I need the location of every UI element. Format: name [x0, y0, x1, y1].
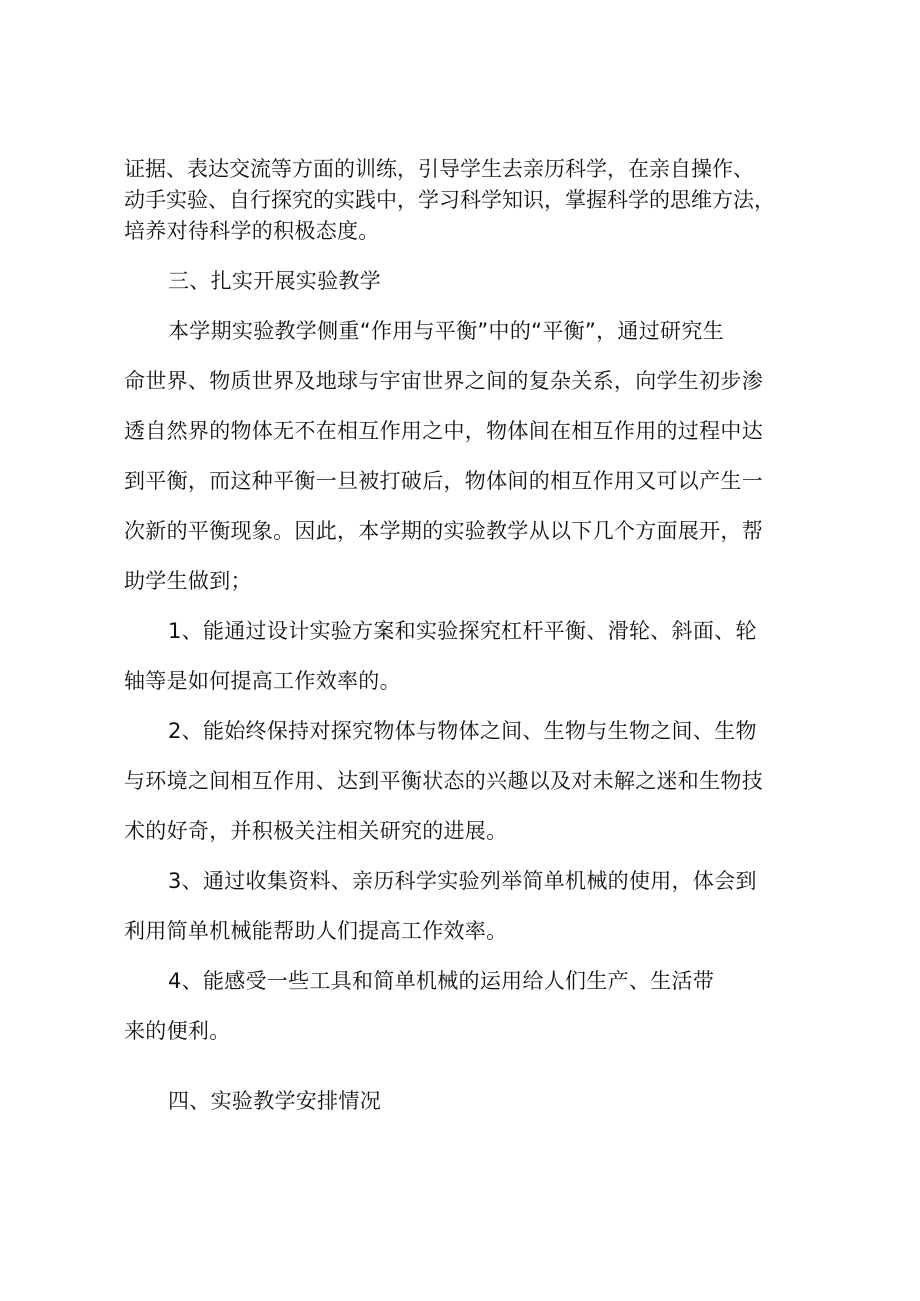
section-3-paragraph-line-4: 到平衡，而这种平衡一旦被打破后，物体间的相互作用又可以产生一 [124, 469, 763, 493]
intro-paragraph-line-3: 培养对待科学的积极态度。 [124, 219, 380, 243]
section-3-paragraph-line-5: 次新的平衡现象。因此，本学期的实验教学从以下几个方面展开，帮 [124, 519, 763, 543]
list-item-4-line-2: 来的便利。 [124, 1019, 231, 1043]
list-item-2-line-1: 2、能始终保持对探究物体与物体之间、生物与生物之间、生物 [168, 719, 757, 743]
list-item-1-line-1: 1、能通过设计实验方案和实验探究杠杆平衡、滑轮、斜面、轮 [168, 619, 757, 643]
intro-paragraph-line-2: 动手实验、自行探究的实践中，学习科学知识，掌握科学的思维方法， [124, 188, 775, 212]
section-4-heading: 四、实验教学安排情况 [168, 1089, 381, 1113]
intro-paragraph-line-1: 证据、表达交流等方面的训练，引导学生去亲历科学，在亲自操作、 [124, 157, 754, 181]
list-item-3-line-1: 3、通过收集资料、亲历科学实验列举简单机械的使用，体会到 [168, 869, 757, 893]
section-3-paragraph-line-2: 命世界、物质世界及地球与宇宙世界之间的复杂关系，向学生初步渗 [124, 369, 763, 393]
section-3-heading: 三、扎实开展实验教学 [168, 269, 381, 293]
list-item-2-line-2: 与环境之间相互作用、达到平衡状态的兴趣以及对未解之迷和生物技 [124, 769, 763, 793]
list-item-3-line-2: 利用简单机械能帮助人们提高工作效率。 [124, 919, 508, 943]
list-item-4-line-1: 4、能感受一些工具和简单机械的运用给人们生产、生活带 [168, 969, 715, 993]
list-item-2-line-3: 术的好奇，并积极关注相关研究的进展。 [124, 819, 508, 843]
section-3-paragraph-line-6: 助学生做到； [124, 569, 252, 593]
list-item-1-line-2: 轴等是如何提高工作效率的。 [124, 669, 401, 693]
section-3-paragraph-line-3: 透自然界的物体无不在相互作用之中，物体间在相互作用的过程中达 [124, 419, 763, 443]
section-3-paragraph-line-1: 本学期实验教学侧重“作用与平衡”中的“平衡”，通过研究生 [168, 319, 724, 343]
